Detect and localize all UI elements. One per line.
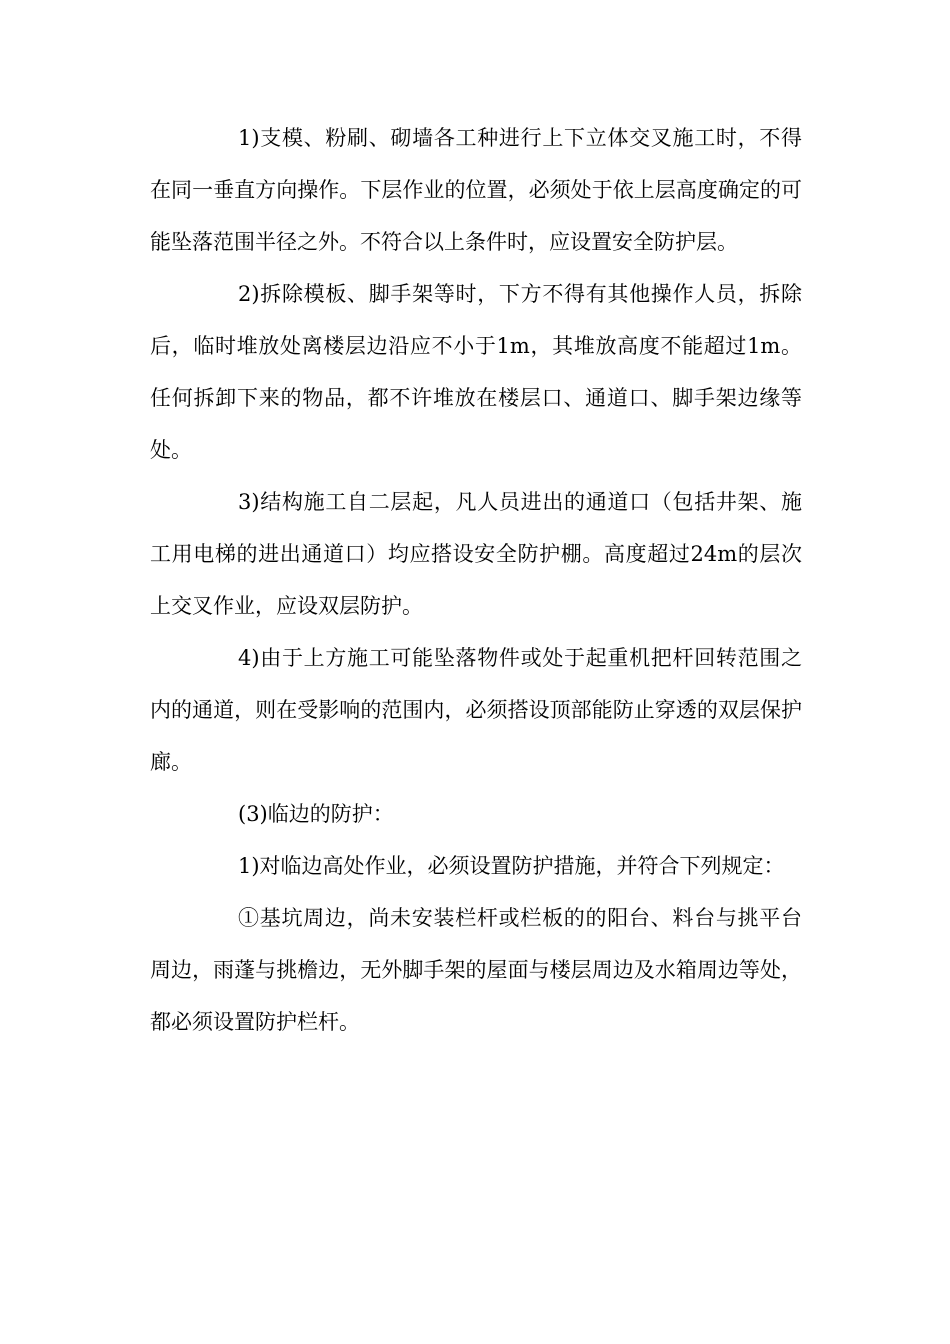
paragraph-edge-work: 1)对临边高处作业，必须设置防护措施，并符合下列规定： (238, 854, 785, 878)
section-heading-edge-protection: (3)临边的防护： (238, 802, 394, 826)
paragraph-cross-construction: 1)支模、粉刷、砌墙各工种进行上下立体交叉施工时，不得在同一垂直方向操作。下层作业的位置，必须处于依上层高度确定的可能坠落范围半径之外。不符合以上条件时，应设置安全防护层。 (150, 126, 802, 254)
document-body (150, 112, 802, 1048)
paragraph-dismantling: 2)拆除模板、脚手架等时，下方不得有其他操作人员，拆除后，临时堆放处离楼层边沿应不小于1m，其堆放高度不能超过1m。任何拆卸下来的物品，都不许堆放在楼层口、通道口、脚手架边缘等处。 (150, 282, 802, 462)
paragraph-protective-shed: 3)结构施工自二层起，凡人员进出的通道口（包括井架、施工用电梯的进出通道口）均应搭设安全防护棚。高度超过24m的层次上交叉作业，应设双层防护。 (150, 490, 802, 618)
paragraph-protective-corridor: 4)由于上方施工可能坠落物件或处于起重机把杆回转范围之内的通道，则在受影响的范围内，必须搭设顶部能防止穿透的双层保护廊。 (150, 646, 802, 774)
paragraph-railings: ①基坑周边，尚未安装栏杆或栏板的的阳台、料台与挑平台周边，雨蓬与挑檐边，无外脚手架的屋面与楼层周边及水箱周边等处，都必须设置防护栏杆。 (150, 906, 802, 1034)
